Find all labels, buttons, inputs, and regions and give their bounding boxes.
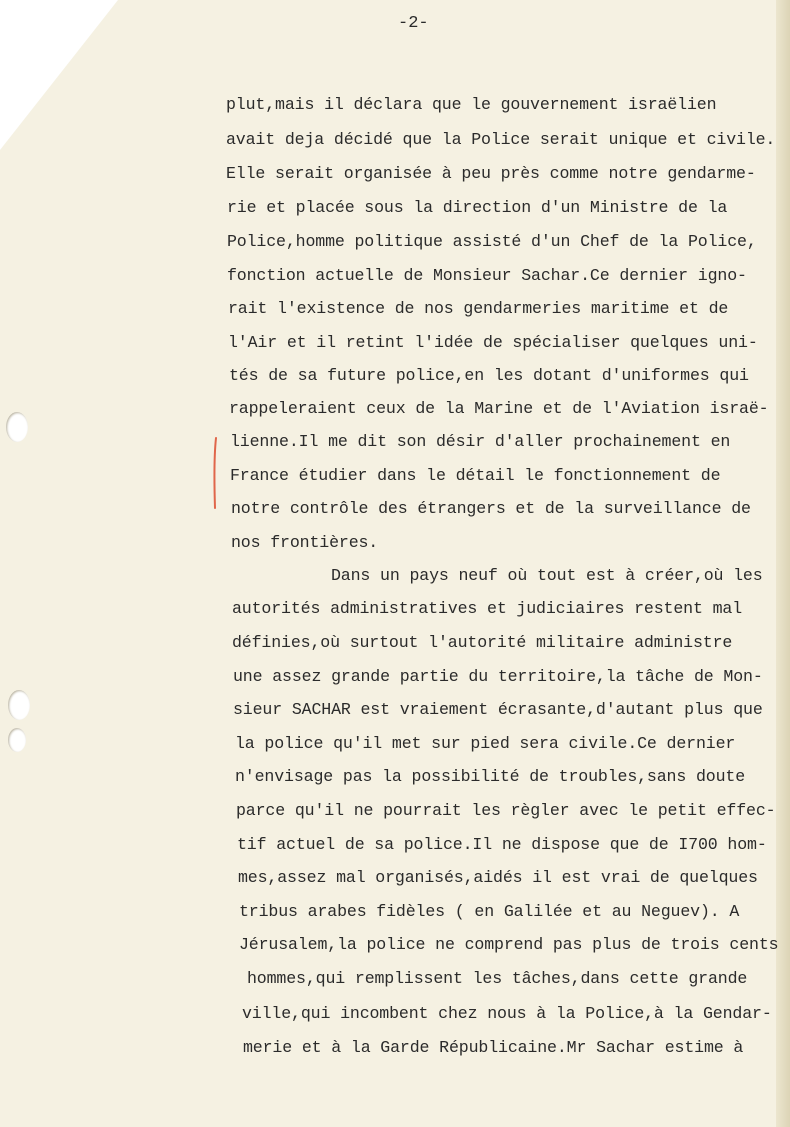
text-line: l'Air et il retint l'idée de spécialiser quelques uni- [228,333,758,352]
text-line: plut,mais il déclara que le gouvernement israëlien [226,95,717,114]
text-line: nos frontières. [231,533,379,552]
text-line: rappeleraient ceux de la Marine et de l'Aviation israë- [229,399,769,418]
text-line: Dans un pays neuf où tout est à créer,où les [331,566,763,585]
text-line: n'envisage pas la possibilité de troubles,sans doute [235,767,746,786]
page-number: -2- [398,14,429,33]
text-line: tribus arabes fidèles ( en Galilée et au Neguev). A [239,902,740,921]
text-line: avait deja décidé que la Police serait unique et civile. [226,130,776,149]
text-line: sieur SACHAR est vraiement écrasante,d'autant plus que [233,700,763,719]
text-line: la police qu'il met sur pied sera civile.Ce dernier [235,734,736,753]
text-line: mes,assez mal organisés,aidés il est vrai de quelques [238,868,758,887]
text-line: tif actuel de sa police.Il ne dispose que de I700 hom- [237,835,767,854]
text-line: définies,où surtout l'autorité militaire administre [232,633,733,652]
text-line: fonction actuelle de Monsieur Sachar.Ce dernier igno- [227,266,747,285]
text-line: Police,homme politique assisté d'un Chef de la Police, [227,232,757,251]
text-line: rie et placée sous la direction d'un Ministre de la [227,198,728,217]
text-line: parce qu'il ne pourrait les règler avec le petit effec- [236,801,776,820]
text-line: autorités administratives et judiciaires restent mal [232,599,743,618]
text-line: merie et à la Garde Républicaine.Mr Sachar estime à [243,1038,744,1057]
text-line: rait l'existence de nos gendarmeries maritime et de [228,299,729,318]
text-line: ville,qui incombent chez nous à la Police,à la Gendar- [242,1004,772,1023]
text-line: tés de sa future police,en les dotant d'uniformes qui [229,366,749,385]
text-line: lienne.Il me dit son désir d'aller prochainement en [230,432,731,451]
text-line: Jérusalem,la police ne comprend pas plus de trois cents [239,935,779,954]
text-line: une assez grande partie du territoire,la tâche de Mon- [233,667,763,686]
text-line: hommes,qui remplissent les tâches,dans cette grande [247,969,748,988]
text-line: Elle serait organisée à peu près comme notre gendarme- [226,164,756,183]
text-line: France étudier dans le détail le fonctionnement de [230,466,721,485]
text-line: notre contrôle des étrangers et de la surveillance de [231,499,751,518]
